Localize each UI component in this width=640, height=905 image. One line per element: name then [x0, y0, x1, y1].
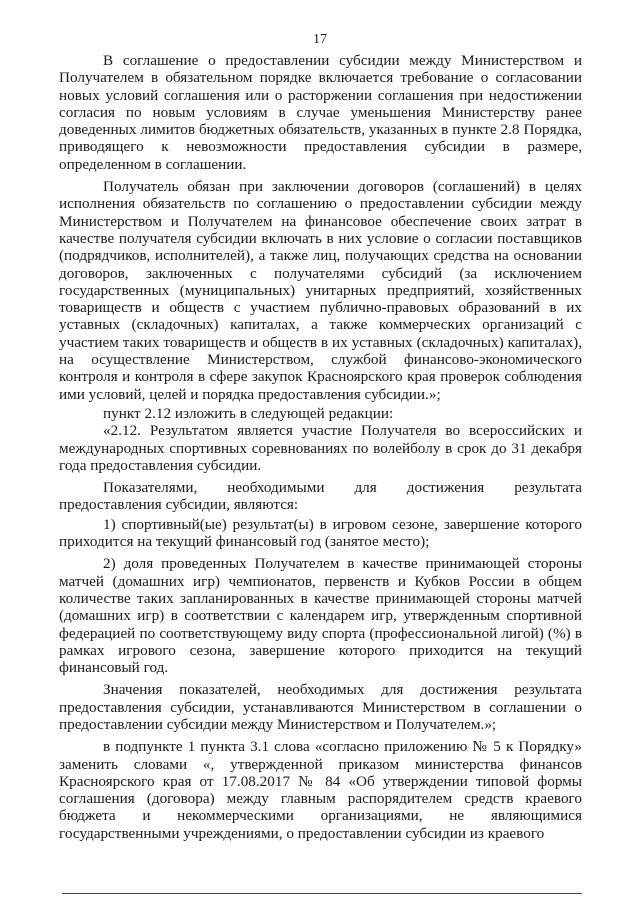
- paragraph-indicators-intro: Показателями, необходимыми для достижения результата предоставления субсидии, являются:: [59, 479, 582, 514]
- bottom-rule: [62, 893, 582, 894]
- paragraph-subclause-3-1: в подпункте 1 пункта 3.1 слова «согласно приложению № 5 к Порядку» заменить словами «, утвержденной приказом министерства финансов Красноярского края от 17.08.2017 № 84 «Об утверждении типовой формы соглашения (договора) между главным распорядителем средств краевого бюджета и некоммерческими организациями, не являющимися государственными учреждениями, о предоставлении субсидии из краевого: [59, 738, 582, 842]
- paragraph-indicator-values: Значения показателей, необходимых для достижения результата предоставления субсидии, устанавливаются Министерством в соглашении о предоставлении субсидии между Министерством и Получателем.»;: [59, 681, 582, 733]
- paragraph-clause-2-12-text: «2.12. Результатом является участие Получателя во всероссийских и международных спортивных соревнованиях по волейболу в срок до 31 декабря года предоставления субсидии.: [59, 422, 582, 474]
- paragraph-agreement-requirement: В соглашение о предоставлении субсидии между Министерством и Получателем в обязательном порядке включается требование о согласовании новых условий соглашения или о расторжении соглашения при недостижении согласия по новым условиям в случае уменьшения Министерству ранее доведенных лимитов бюджетных обязательств, указанных в пункте 2.8 Порядка, приводящего к невозможности предоставления субсидии в размере, определенном в соглашении.: [59, 52, 582, 173]
- page-number: 17: [313, 32, 327, 47]
- document-body: [59, 52, 582, 842]
- paragraph-clause-2-12-intro: пункт 2.12 изложить в следующей редакции:: [103, 404, 394, 422]
- paragraph-recipient-obligation: Получатель обязан при заключении договоров (соглашений) в целях исполнения обязательств по соглашению о предоставлении субсидии между Министерством и Получателем на финансовое обеспечение своих затрат в качестве получателя субсидии включать в них условие о согласии поставщиков (подрядчиков, исполнителей), а также лиц, получающих средства на основании договоров, заключенных с получателями субсидий (за исключением государственных (муниципальных) унитарных предприятий, хозяйственных товариществ и обществ с участием публично-правовых образований в их уставных (складочных) капиталах, а также коммерческих организаций с участием таких товариществ и обществ в их уставных (складочных) капиталах), на осуществление Министерством, службой финансово-экономического контроля и контроля в сфере закупок Красноярского края проверок соблюдения ими условий, целей и порядка предоставления субсидии.»;: [59, 178, 582, 403]
- paragraph-indicator-1: 1) спортивный(ые) результат(ы) в игровом сезоне, завершение которого приходится на текущий финансовый год (занятое место);: [59, 515, 582, 551]
- paragraph-indicator-2: 2) доля проведенных Получателем в качестве принимающей стороны матчей (домашних игр) чемпионатов, первенств и Кубков России в общем количестве таких запланированных в качестве принимающей стороны матчей (домашних игр) в соответствии с календарем игр, утвержденным спортивной федерацией по соответствующему виду спорта (профессиональной лигой) (%) в рамках игрового сезона, завершение которого приходится на текущий финансовый год.: [59, 555, 582, 677]
